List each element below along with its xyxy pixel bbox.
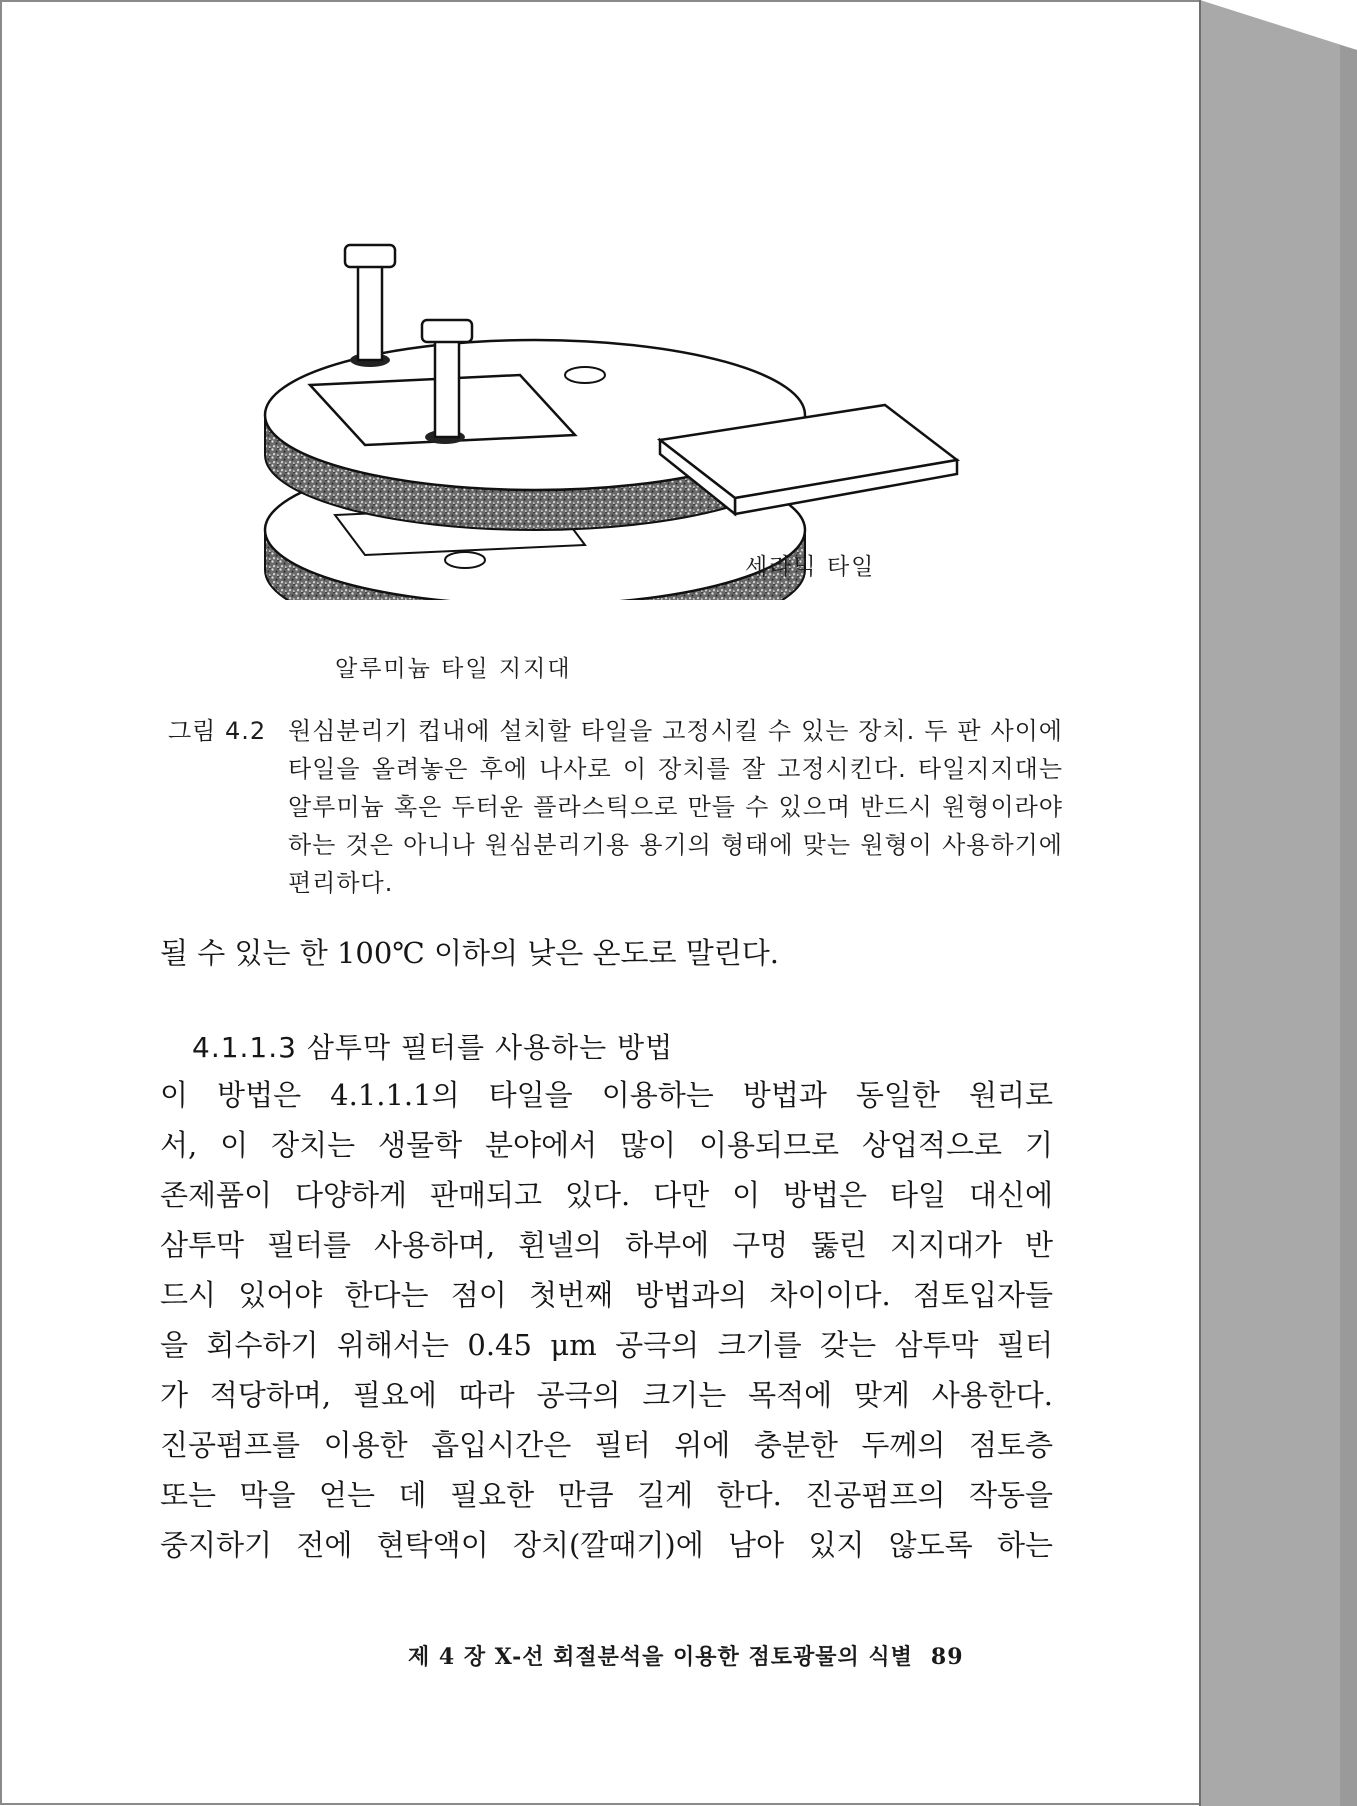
section-heading: 4.1.1.3 삼투막 필터를 사용하는 방법	[192, 1031, 674, 1064]
paragraph-line: 드시 있어야 한다는 점이 첫번째 방법과의 차이이다. 점토입자들	[160, 1278, 1053, 1312]
screw-back	[345, 245, 395, 360]
paragraph-line: 서, 이 장치는 생물학 분야에서 많이 이용되므로 상업적으로 기	[160, 1128, 1053, 1162]
caption-text: 원심분리기 컵내에 설치할 타일을 고정시킬 수 있는 장치. 두 판 사이에 타일을 올려놓은 후에 나사로 이 장치를 잘 고정시킨다. 타일지지대는 알루미늄 혹은 두터운 플라스틱으로 만들 수 있으며 반드시 원형이라야 하는 것은 아니나 원심분리기용 용기의 형태에 맞는 원형이 사용하기에 편리하다.	[288, 717, 1063, 897]
ceramic-tile-label: 세라믹 타일	[745, 554, 876, 580]
running-title: 제 4 장 X-선 회절분석을 이용한 점토광물의 식별	[408, 1644, 913, 1670]
aluminum-holder-label: 알루미늄 타일 지지대	[335, 656, 572, 682]
paragraph-line: 중지하기 전에 현탁액이 장치(깔때기)에 남아 있지 않도록 하는	[160, 1528, 1053, 1562]
caption-number: 그림 4.2	[168, 717, 267, 745]
body-intro-line: 될 수 있는 한 100℃ 이하의 낮은 온도로 말린다.	[160, 936, 779, 970]
page-number: 89	[930, 1644, 964, 1670]
paragraph-line: 또는 막을 얻는 데 필요한 만큼 길게 한다. 진공펌프의 작동을	[160, 1478, 1053, 1512]
running-footer	[408, 1640, 964, 1671]
paragraph-line: 진공펌프를 이용한 흡입시간은 필터 위에 충분한 두께의 점토층	[160, 1428, 1053, 1462]
paragraph-line: 삼투막 필터를 사용하며, 휜넬의 하부에 구멍 뚫린 지지대가 반	[160, 1228, 1053, 1262]
paragraph-line: 존제품이 다양하게 판매되고 있다. 다만 이 방법은 타일 대신에	[160, 1178, 1053, 1212]
paragraph-line: 이 방법은 4.1.1.1의 타일을 이용하는 방법과 동일한 원리로	[160, 1078, 1053, 1112]
paragraph-line: 가 적당하며, 필요에 따라 공극의 크기는 목적에 맞게 사용한다.	[160, 1378, 1053, 1412]
tile-holder-figure	[255, 240, 975, 600]
paragraph-line: 을 회수하기 위해서는 0.45 μm 공극의 크기를 갖는 삼투막 필터	[160, 1328, 1053, 1362]
